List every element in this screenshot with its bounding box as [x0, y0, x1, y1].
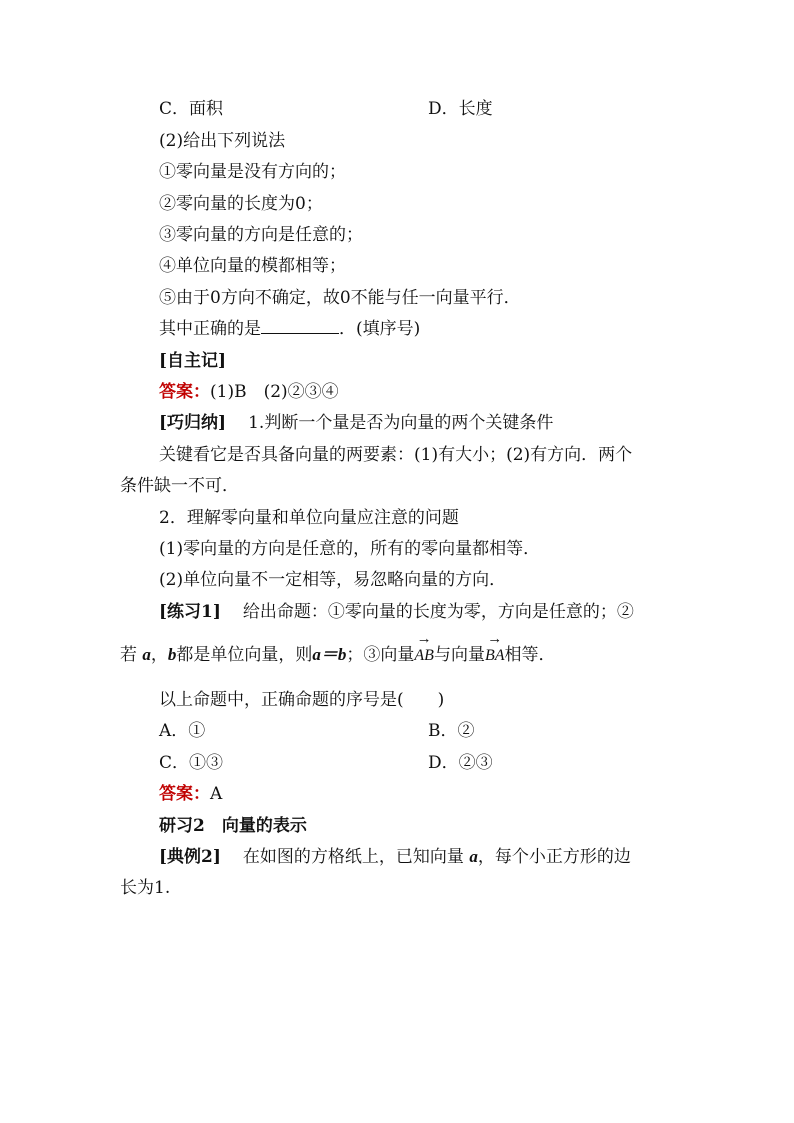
example-2-line-2: 长为1.: [120, 878, 171, 898]
exercise-tag: [练习1]: [159, 602, 221, 622]
var-a: a: [142, 645, 151, 664]
answer-value: A: [210, 784, 223, 804]
exercise-option-d: D．②③: [428, 753, 493, 773]
q2-fill-line: [159, 319, 420, 339]
answer-1: [159, 382, 339, 402]
vector-arrow-icon: →: [487, 631, 503, 647]
exercise-option-a: A．①: [159, 721, 206, 741]
summary-text-1b: 条件缺一不可．: [120, 476, 239, 496]
exercise-option-c: C．①③: [159, 753, 224, 773]
section-title: 研习2 向量的表示: [159, 816, 307, 836]
exercise-1-question: 以上命题中，正确命题的序号是( ): [159, 690, 445, 710]
vector-ba: → BA: [484, 631, 505, 664]
fill-suffix: ．(填序号): [339, 319, 421, 339]
summary-title-2: 2．理解零向量和单位向量应注意的问题: [159, 508, 459, 528]
option-d: D．长度: [428, 99, 493, 119]
exercise-1-line-1: [练习1] 给出命题：①零向量的长度为零，方向是任意的；②: [159, 602, 634, 622]
vector-ab: → AB: [414, 631, 434, 664]
equation-a-eq-b: a＝b: [312, 645, 347, 664]
q2-item-1: ①零向量是没有方向的；: [159, 162, 346, 182]
fill-prefix: 其中正确的是: [159, 319, 261, 339]
q2-item-4: ④单位向量的模都相等；: [159, 256, 346, 276]
q2-item-2: ②零向量的长度为0；: [159, 194, 323, 214]
option-c: C．面积: [159, 99, 224, 119]
self-note-heading: [自主记]: [159, 351, 227, 371]
summary-tag: [巧归纳]: [159, 413, 227, 433]
vector-arrow-icon: →: [416, 631, 432, 647]
summary-text-2a: (1)零向量的方向是任意的，所有的零向量都相等．: [159, 539, 541, 559]
answer-2: [159, 784, 222, 804]
q2-item-5: ⑤由于0方向不确定，故0不能与任一向量平行．: [159, 288, 521, 308]
var-a: a: [469, 847, 478, 866]
example-2-line-1: [典例2] 在如图的方格纸上，已知向量 a，每个小正方形的边: [159, 847, 631, 867]
var-b: b: [167, 645, 177, 664]
exercise-1-line-2: 若 a，b都是单位向量，则a＝b；③向量 → AB与向量 → BA相等．: [120, 631, 556, 665]
summary-text-1a: 关键看它是否具备向量的两要素：(1)有大小；(2)有方向．两个: [159, 445, 633, 465]
q2-intro: (2)给出下列说法: [159, 131, 286, 151]
answer-value: (1)B (2)②③④: [210, 382, 339, 402]
summary-text-2b: (2)单位向量不一定相等，易忽略向量的方向．: [159, 570, 507, 590]
q2-item-3: ③零向量的方向是任意的；: [159, 225, 363, 245]
answer-label: 答案：: [159, 784, 210, 804]
answer-blank: [261, 319, 339, 334]
example-tag: [典例2]: [159, 847, 221, 867]
exercise-option-b: B．②: [428, 721, 475, 741]
summary-title-1: [巧归纳] 1.判断一个量是否为向量的两个关键条件: [159, 413, 554, 433]
answer-label: 答案：: [159, 382, 210, 402]
